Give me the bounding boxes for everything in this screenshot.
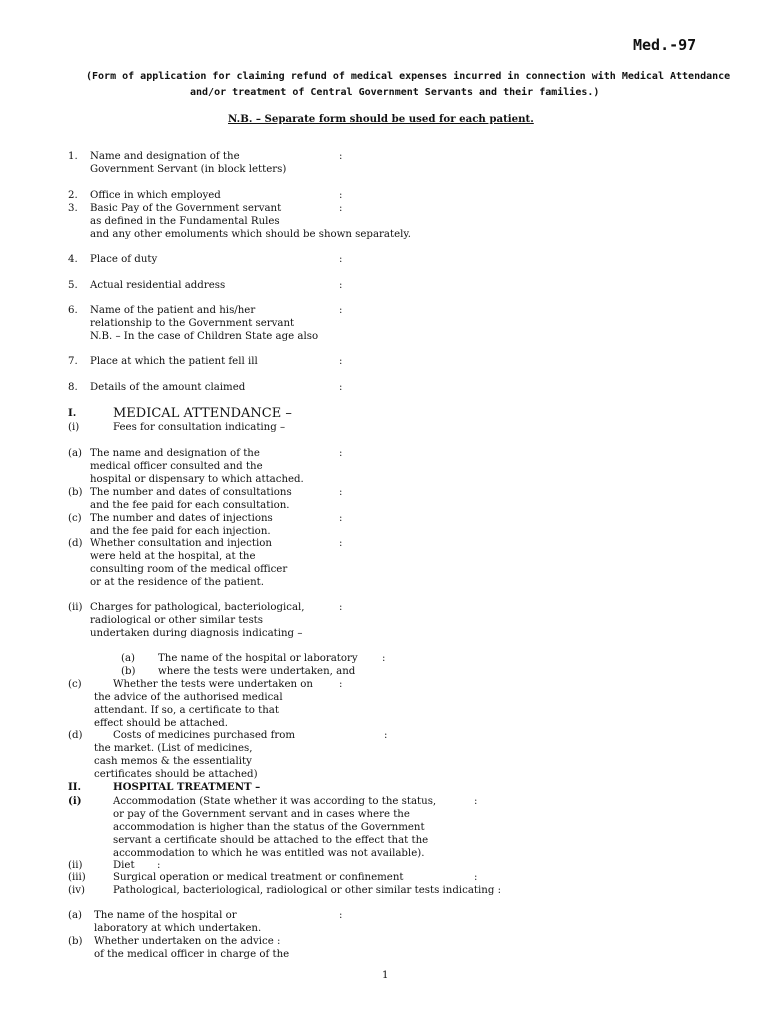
section-1-a-number: (a) — [68, 448, 83, 459]
section-2-iii-label: Surgical operation or medical treatment or confinement — [113, 872, 404, 883]
item-2-label: Office in which employed — [90, 190, 221, 201]
section-1-ii-label: Charges for pathological, bacteriological, — [90, 602, 305, 613]
section-2-a-label: The name of the hospital or — [94, 910, 237, 921]
item-6-label-3: N.B. – In the case of Children State age also — [90, 331, 319, 342]
section-1-ii-d-label: Costs of medicines purchased from — [113, 730, 296, 741]
section-1-ii-c-label-2: the advice of the authorised medical — [94, 692, 283, 703]
form-title-line2: and/or treatment of Central Government Servants and their families.) — [190, 87, 600, 98]
item-7-label: Place at which the patient fell ill — [90, 356, 258, 367]
section-2-title: HOSPITAL TREATMENT – — [113, 781, 261, 793]
item-1-label: Name and designation of the — [90, 151, 240, 162]
section-1-ii-b-number: (b) — [121, 666, 136, 677]
section-1-a-label-3: hospital or dispensary to which attached. — [90, 474, 304, 485]
section-2-ii-colon: : — [157, 860, 161, 871]
item-4-label: Place of duty — [90, 254, 158, 265]
section-2-i-label-2: or pay of the Government servant and in cases where the — [113, 809, 410, 820]
section-1-a-label-2: medical officer consulted and the — [90, 461, 263, 472]
section-1-c-colon: : — [339, 513, 343, 524]
item-3-colon: : — [339, 203, 343, 214]
item-2-number: 2. — [68, 190, 78, 201]
section-1-d-number: (d) — [68, 538, 83, 549]
section-1-b-number: (b) — [68, 487, 83, 498]
section-2-i-label-3: accommodation is higher than the status of the Government — [113, 822, 425, 833]
section-1-c-label-2: and the fee paid for each injection. — [90, 526, 271, 537]
section-2-iii-number: (iii) — [68, 872, 86, 883]
section-2-iii-colon: : — [474, 872, 478, 883]
item-6-label: Name of the patient and his/her — [90, 305, 256, 316]
section-2-number: II. — [68, 781, 82, 793]
section-2-ii-label: Diet — [113, 860, 135, 871]
item-4-colon: : — [339, 254, 343, 265]
item-8-label: Details of the amount claimed — [90, 382, 246, 393]
item-2-colon: : — [339, 190, 343, 201]
section-1-title: MEDICAL ATTENDANCE – — [113, 406, 292, 421]
item-5-number: 5. — [68, 280, 78, 291]
section-1-c-label: The number and dates of injections — [90, 513, 273, 524]
item-1-colon: : — [339, 151, 343, 162]
section-2-iv-number: (iv) — [68, 885, 85, 896]
item-3-label-3: and any other emoluments which should be shown separately. — [90, 229, 411, 240]
section-1-i-text: Fees for consultation indicating – — [113, 422, 286, 433]
section-2-i-number: (i) — [68, 795, 82, 807]
item-3-label: Basic Pay of the Government servant — [90, 203, 282, 214]
section-2-i-colon: : — [474, 796, 478, 807]
section-1-d-label-3: consulting room of the medical officer — [90, 564, 288, 575]
section-1-ii-label-3: undertaken during diagnosis indicating – — [90, 628, 303, 639]
section-2-b-number: (b) — [68, 936, 83, 947]
item-8-colon: : — [339, 382, 343, 393]
section-2-ii-number: (ii) — [68, 860, 83, 871]
item-1-label-2: Government Servant (in block letters) — [90, 164, 287, 175]
section-1-ii-label-2: radiological or other similar tests — [90, 615, 263, 626]
section-1-ii-colon: : — [339, 602, 343, 613]
section-2-b-label: Whether undertaken on the advice : — [94, 936, 281, 947]
section-2-a-label-2: laboratory at which undertaken. — [94, 923, 262, 934]
section-1-ii-d-number: (d) — [68, 730, 83, 741]
section-2-b-label-2: of the medical officer in charge of the — [94, 949, 290, 960]
section-1-ii-d-label-2: the market. (List of medicines, — [94, 743, 253, 754]
section-1-ii-d-label-3: cash memos & the essentiality — [94, 756, 252, 767]
section-1-d-label: Whether consultation and injection — [90, 538, 272, 549]
section-2-a-number: (a) — [68, 910, 83, 921]
section-1-i-number: (i) — [68, 422, 80, 433]
section-1-ii-c-label-4: effect should be attached. — [94, 718, 229, 729]
section-1-d-label-4: or at the residence of the patient. — [90, 577, 264, 588]
section-1-a-label: The name and designation of the — [90, 448, 260, 459]
item-5-label: Actual residential address — [90, 280, 226, 291]
section-1-b-label-2: and the fee paid for each consultation. — [90, 500, 290, 511]
section-1-ii-a-colon: : — [382, 653, 386, 664]
item-3-label-2: as defined in the Fundamental Rules — [90, 216, 280, 227]
section-2-i-label-4: servant a certificate should be attached to the effect that the — [113, 835, 429, 846]
section-1-b-colon: : — [339, 487, 343, 498]
item-7-number: 7. — [68, 356, 78, 367]
item-5-colon: : — [339, 280, 343, 291]
item-3-number: 3. — [68, 203, 78, 214]
section-2-i-label: Accommodation (State whether it was according to the status, — [113, 796, 437, 807]
section-1-a-colon: : — [339, 448, 343, 459]
section-1-ii-c-colon: : — [339, 679, 343, 690]
page-number: 1 — [382, 970, 389, 981]
section-1-ii-c-number: (c) — [68, 679, 82, 690]
section-1-b-label: The number and dates of consultations — [90, 487, 292, 498]
section-1-d-label-2: were held at the hospital, at the — [90, 551, 256, 562]
section-1-ii-number: (ii) — [68, 602, 83, 613]
section-1-c-number: (c) — [68, 513, 82, 524]
form-number: Med.-97 — [633, 36, 697, 54]
nb-note: N.B. – Separate form should be used for each patient. — [228, 113, 534, 125]
item-6-label-2: relationship to the Government servant — [90, 318, 295, 329]
item-8-number: 8. — [68, 382, 78, 393]
section-2-a-colon: : — [339, 910, 343, 921]
item-6-number: 6. — [68, 305, 78, 316]
item-7-colon: : — [339, 356, 343, 367]
section-1-d-colon: : — [339, 538, 343, 549]
section-2-i-label-5: accommodation to which he was entitled was not available). — [113, 848, 425, 859]
item-1-number: 1. — [68, 151, 78, 162]
item-6-colon: : — [339, 305, 343, 316]
section-1-ii-a-number: (a) — [121, 653, 136, 664]
form-title-line1: (Form of application for claiming refund of medical expenses incurred in connection with Medical Attendance — [86, 71, 731, 82]
section-1-ii-b-label: where the tests were undertaken, and — [158, 666, 356, 677]
section-2-iv-label: Pathological, bacteriological, radiological or other similar tests indicating : — [113, 885, 502, 896]
section-1-number: I. — [68, 407, 77, 419]
section-1-ii-c-label-3: attendant. If so, a certificate to that — [94, 705, 279, 716]
section-1-ii-a-label: The name of the hospital or laboratory — [158, 653, 358, 664]
section-1-ii-c-label: Whether the tests were undertaken on — [113, 679, 313, 690]
section-1-ii-d-colon: : — [384, 730, 388, 741]
item-4-number: 4. — [68, 254, 78, 265]
section-1-ii-d-label-4: certificates should be attached) — [94, 769, 258, 780]
